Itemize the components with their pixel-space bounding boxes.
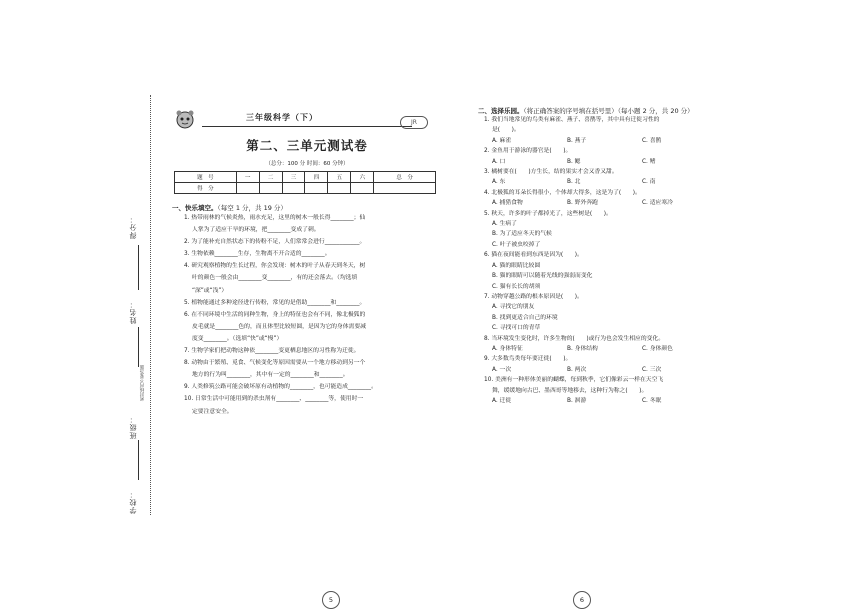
section-1-questions xyxy=(172,212,442,418)
score-cell: 题 号 xyxy=(175,172,237,183)
score-table-score-row xyxy=(175,183,436,194)
section-2-heading xyxy=(478,106,743,115)
section-1-points: （每空 1 分，共 19 分） xyxy=(217,204,287,212)
choice-question xyxy=(478,167,743,188)
choice-question xyxy=(478,334,743,355)
question-stem: 6. 猫在夜间能看到东西是因为( )。 xyxy=(484,252,583,259)
page-number-right: 6 xyxy=(573,591,591,609)
answer-option[interactable]: B. 找到更适合自己的环境 xyxy=(492,314,558,321)
choice-question xyxy=(478,250,743,292)
name-blank xyxy=(138,327,139,367)
answer-option[interactable]: A. 捕猎食物 xyxy=(492,200,523,207)
question-stem: 9. 大多数鸟类每年要迁徙( )。 xyxy=(484,356,572,363)
fill-in-line: 皮毛就是________色的，而且体型比较短圆，是因为它的身体需要减 xyxy=(192,323,366,330)
answer-option[interactable]: B. 两次 xyxy=(567,366,587,373)
section-2-title: 二、选择乐园。 xyxy=(478,107,524,115)
left-page xyxy=(172,106,442,604)
fill-in-line: 8. 动物由于繁殖、觅食、气候变化等原因需要从一个地方移动到另一个 xyxy=(184,360,366,367)
fill-in-line: 3. 生物依赖________生存，生物离不开合适的________。 xyxy=(184,251,331,258)
answer-option[interactable]: A. 一次 xyxy=(492,366,512,373)
class-label: 班级： xyxy=(129,415,137,439)
option-row xyxy=(478,198,743,208)
fill-in-line: 7. 生物学家们把动物这种依________变更栖息地区的习性称为迁徙。 xyxy=(184,348,360,355)
answer-option[interactable]: C. 喜鹊 xyxy=(642,137,662,144)
score-cell: 三 xyxy=(282,172,305,183)
score-table xyxy=(174,171,436,194)
answer-option[interactable]: B. 为了适应冬天的气候 xyxy=(492,231,552,238)
answer-option[interactable]: A. 身体特征 xyxy=(492,345,523,352)
question-stem: 8. 当环境发生变化时，许多生物的( )或行为也会发生相应的变化。 xyxy=(484,335,665,342)
mascot-icon xyxy=(174,108,196,130)
binding-strip xyxy=(128,95,158,515)
score-input-cell[interactable] xyxy=(351,183,374,194)
perforation-line xyxy=(150,95,151,515)
answer-option[interactable]: A. 麻雀 xyxy=(492,137,512,144)
section-1-title: 一、快乐填空。 xyxy=(172,204,218,212)
answer-option[interactable]: B. 鳃 xyxy=(567,158,581,165)
answer-option[interactable]: C. 寻找可口的青草 xyxy=(492,325,541,332)
answer-option[interactable]: C. 三次 xyxy=(642,366,662,373)
exam-title: 第二、三单元测试卷 xyxy=(246,138,368,153)
option-row xyxy=(478,365,743,375)
score-cell: 二 xyxy=(259,172,282,183)
score-cell: 一 xyxy=(236,172,259,183)
question-stem: 2. 金鱼用于游泳的器官是( )。 xyxy=(484,148,572,155)
choice-question xyxy=(478,188,743,209)
answer-option[interactable]: B. 燕子 xyxy=(567,137,587,144)
answer-option[interactable]: C. 冬眠 xyxy=(642,397,662,404)
page-header xyxy=(172,106,442,134)
fill-in-line: 10. 日常生活中可能用到的杀虫剂有________、________等，使用时一 xyxy=(184,396,364,403)
answer-option[interactable]: A. 寻找它的朋友 xyxy=(492,304,535,311)
fill-in-line: 度变________。（选填“快”或“慢”） xyxy=(192,335,283,342)
section-2-points: （将正确答案的序号填在括号里）（每小题 2 分，共 20 分） xyxy=(523,107,694,115)
answer-option[interactable]: A. 迁徙 xyxy=(492,397,512,404)
fill-in-line: 9. 人类修筑公路可能会破坏原有动植物的________，也可能造成________。 xyxy=(184,384,377,391)
answer-option[interactable]: B. 野外奔跑 xyxy=(567,200,598,207)
question-stem: 1. 我们当地常见的鸟类有麻雀、燕子、喜鹊等，其中具有迁徙习性的 xyxy=(484,117,660,123)
question-stem: 7. 动物穿越公路的根本原因是( )。 xyxy=(484,293,583,300)
score-label: 得分： xyxy=(129,215,137,239)
score-table-header-row xyxy=(175,172,436,183)
fill-in-line: 叶的颜色一般会由________变________，有的还会落去。（均选填 xyxy=(192,275,358,282)
answer-option[interactable]: C. 叶子被虫咬掉了 xyxy=(492,241,541,248)
answer-option[interactable]: C. 适应寒冷 xyxy=(642,200,673,207)
fill-in-line: 4. 研究观察植物的生长过程，你会发现：树木的叶子从春天到冬天，树 xyxy=(184,263,366,270)
choice-question xyxy=(478,354,743,375)
edition-badge: JR xyxy=(400,116,428,129)
answer-option[interactable]: C. 身体颜色 xyxy=(642,345,673,352)
choice-question xyxy=(478,375,743,406)
answer-option[interactable]: C. 猫有长长的胡须 xyxy=(492,283,541,290)
answer-option[interactable]: A. 生病了 xyxy=(492,221,517,228)
choice-question xyxy=(478,209,743,251)
choice-question xyxy=(478,146,743,167)
option-row xyxy=(478,344,743,354)
score-input-cell[interactable] xyxy=(328,183,351,194)
option-row xyxy=(478,157,743,167)
answer-option[interactable]: A. 猫的眼睛比较圆 xyxy=(492,262,541,269)
fill-in-line: 6. 在不同环境中生活的同种生物，身上的特征也会有不同，像北极狐的 xyxy=(184,311,366,318)
answer-option[interactable]: A. 口 xyxy=(492,158,506,165)
right-page xyxy=(478,106,743,604)
score-cell: 四 xyxy=(305,172,328,183)
choice-question xyxy=(478,115,743,146)
score-input-cell[interactable] xyxy=(259,183,282,194)
score-input-cell[interactable] xyxy=(282,183,305,194)
fill-in-line: 1. 热带雨林的气候炎热，雨水充足，这里的树木一般长得________；仙 xyxy=(184,215,366,221)
answer-option[interactable]: B. 猫的眼睛可以随着光线的强弱而变化 xyxy=(492,273,593,280)
fill-in-line: 地方的行为叫________，其中有一定的________和________。 xyxy=(192,372,349,379)
class-blank xyxy=(138,440,139,480)
subject-title: 三年级科学（下） xyxy=(246,113,318,122)
question-stem: 10. 美洲有一种形体美丽的蝴蝶，每到秋季，它们像彩云一样在天空飞 xyxy=(484,377,664,384)
option-row xyxy=(478,136,743,146)
choice-question xyxy=(478,292,743,334)
fill-in-line: 2. 为了能补充自然状态下的传粉不足，人们常常会进行____________。 xyxy=(184,239,366,246)
score-blank xyxy=(138,245,139,290)
name-label: 姓名： xyxy=(129,300,137,324)
score-cell: 总 分 xyxy=(374,172,436,183)
score-input-cell[interactable] xyxy=(374,183,436,194)
page-number-left: 5 xyxy=(322,591,340,609)
section-1-heading xyxy=(172,203,442,212)
fill-in-line: 人掌为了适应干旱的环境，把________变成了刺。 xyxy=(192,227,320,234)
question-stem: 舞，缓缓地向古巴、墨西哥等地移去，这种行为称之( )。 xyxy=(492,387,648,394)
score-input-cell[interactable] xyxy=(305,183,328,194)
answer-option[interactable]: B. 洄游 xyxy=(567,397,587,404)
question-stem: 4. 北极狐的耳朵长得很小，个体却大得多，这是为了( )。 xyxy=(484,189,641,196)
exam-meta: （总分：100 分 时间：60 分钟） xyxy=(265,161,349,167)
fill-in-line: 5. 植物能通过多种途径进行传粉，常见的是借助________和________。 xyxy=(184,299,366,306)
seal-note: 密封线内不要答题 xyxy=(140,365,145,401)
fill-in-line: 定要注意安全。 xyxy=(192,408,233,415)
question-stem: 3. 橘树要在( )方生长，结的果实才会又香又甜。 xyxy=(484,169,618,176)
question-stem: 5. 秋天，许多的叶子都掉光了，这些树是( )。 xyxy=(484,210,612,217)
header-rule xyxy=(202,126,412,127)
section-2-questions xyxy=(478,115,743,406)
option-row xyxy=(478,396,743,406)
answer-option[interactable]: B. 身体结构 xyxy=(567,345,598,352)
score-cell: 六 xyxy=(351,172,374,183)
answer-option[interactable]: A. 东 xyxy=(492,179,506,186)
score-cell: 五 xyxy=(328,172,351,183)
school-label: 学校： xyxy=(129,490,137,514)
answer-option[interactable]: C. 南 xyxy=(642,179,656,186)
score-cell: 得 分 xyxy=(175,183,237,194)
fill-in-line: “深”或“浅”） xyxy=(192,287,228,294)
score-input-cell[interactable] xyxy=(236,183,259,194)
answer-option[interactable]: C. 鳍 xyxy=(642,158,656,165)
question-stem: 是( )。 xyxy=(492,127,520,134)
answer-option[interactable]: B. 北 xyxy=(567,179,581,186)
option-row xyxy=(478,177,743,187)
